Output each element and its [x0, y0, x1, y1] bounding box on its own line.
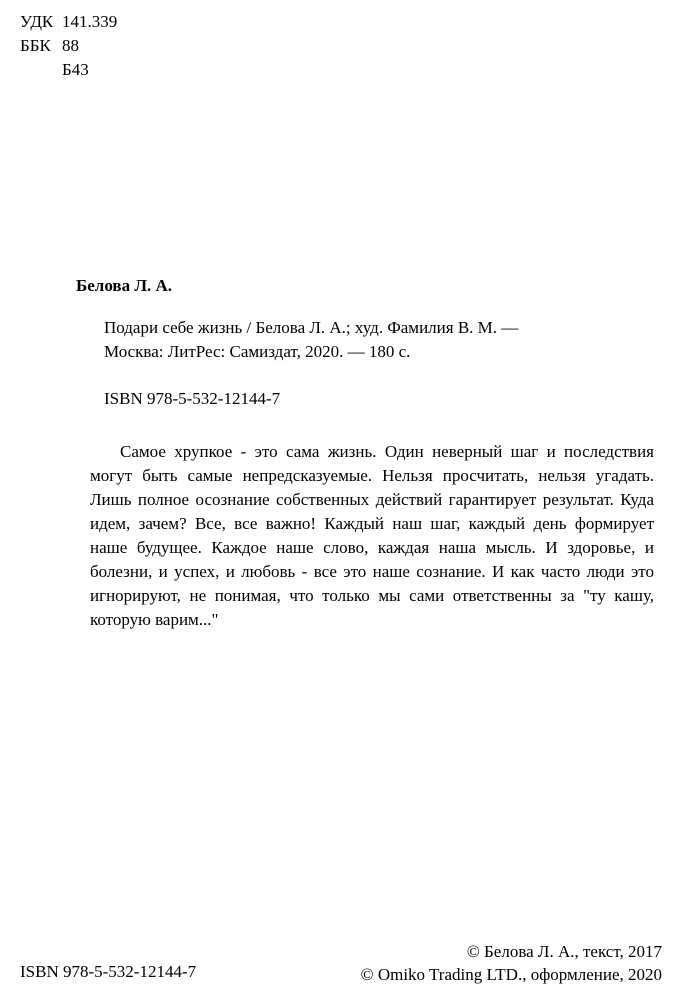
- bibliographic-description: [104, 316, 518, 364]
- copyright-text: © Белова Л. А., текст, 2017: [466, 942, 662, 961]
- copyright-block: [361, 940, 662, 986]
- author-sign-row: [20, 58, 117, 82]
- author-heading: Белова Л. А.: [76, 276, 173, 295]
- isbn: ISBN 978-5-532-12144-7: [104, 389, 281, 408]
- author-sign-value: Б43: [62, 60, 89, 79]
- bibliographic-line-1: Подари себе жизнь / Белова Л. А.; худ. Фамилия В. М. —: [104, 318, 519, 337]
- bbk-value: 88: [62, 36, 79, 55]
- udc-row: [20, 10, 117, 34]
- bibliographic-line-2: Москва: ЛитРес: Самиздат, 2020. — 180 с.: [104, 342, 411, 361]
- annotation: [90, 440, 654, 632]
- udc-value: 141.339: [62, 12, 118, 31]
- udc-label: УДК: [20, 12, 54, 31]
- author-sign-label: [20, 58, 62, 82]
- annotation-text: Самое хрупкое - это сама жизнь. Один неверный шаг и последствия могут быть самые непредсказуемые. Нельзя просчитать, нельзя угадать. Лишь полное осознание собственных действий гарантирует результат. Куда идем, зачем? Все, все важно! Каждый наш шаг, каждый день формирует наше будущее. Каждое наше слово, каждая наша мысль. И здоровье, и болезни, и успех, и любовь - все это наше сознание. И как часто люди это игнорируют, не понимая, что только мы сами ответственны за "ту кашу, которую варим...": [90, 442, 654, 629]
- bbk-row: [20, 34, 117, 58]
- bbk-label: ББК: [20, 36, 51, 55]
- classification-block: [20, 10, 117, 82]
- copyright-design: © Omiko Trading LTD., оформление, 2020: [360, 965, 662, 984]
- isbn-bottom: ISBN 978-5-532-12144-7: [20, 962, 197, 981]
